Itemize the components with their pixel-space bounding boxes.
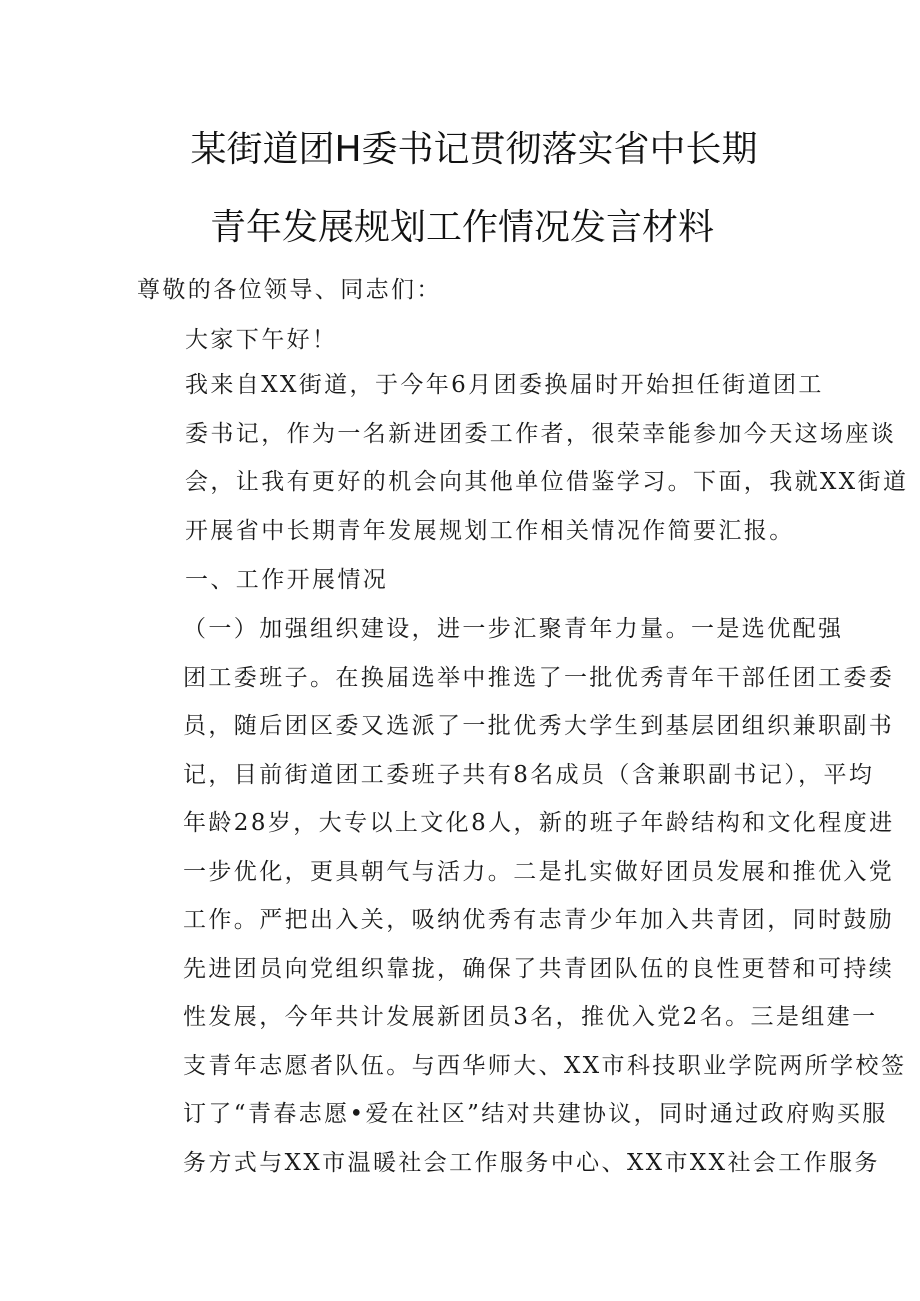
intro-line: 会，让我有更好的机会向其他单位借鉴学习。下面，我就XX街道 [185, 469, 909, 495]
paragraph-line: 工作。严把出入关，吸纳优秀有志青少年加入共青团，同时鼓励 [183, 907, 895, 933]
paragraph-line: 团工委班子。在换届选举中推选了一批优秀青年干部任团工委委 [183, 664, 895, 691]
paragraph-line: 务方式与XX市温暖社会工作服务中心、XX市XX社会工作服务 [183, 1149, 880, 1176]
paragraph-line: 性发展，今年共计发展新团员3名，推优入党2名。三是组建一 [183, 1004, 878, 1030]
salutation: 尊敬的各位领导、同志们： [137, 277, 442, 303]
intro-paragraph [137, 361, 909, 555]
section-1-1-paragraph [137, 605, 907, 1187]
paragraph-line: 员，随后团区委又选派了一批优秀大学生到基层团组织兼职副书 [183, 713, 895, 739]
section-heading: 一、工作开展情况 [185, 567, 389, 593]
intro-line: 委书记，作为一名新进团委工作者，很荣幸能参加今天这场座谈 [185, 420, 897, 447]
paragraph-line: 一步优化，更具朝气与活力。二是扎实做好团员发展和推优入党 [183, 858, 895, 885]
intro-line: 开展省中长期青年发展规划工作相关情况作简要汇报。 [185, 517, 795, 544]
paragraph-line: （一）加强组织建设，进一步汇聚青年力量。一是选优配强 [183, 616, 844, 642]
paragraph-line: 先进团员向党组织靠拢，确保了共青团队伍的良性更替和可持续 [183, 955, 895, 982]
greeting: 大家下午好！ [185, 327, 338, 353]
intro-line: 我来自XX街道，于今年6月团委换届时开始担任街道团工 [185, 372, 824, 398]
paragraph-line: 记，目前街道团工委班子共有8名成员（含兼职副书记），平均 [183, 761, 875, 788]
paragraph-line: 支青年志愿者队伍。与西华师大、XX市科技职业学院两所学校签 [183, 1052, 907, 1079]
paragraph-line: 年龄28岁，大专以上文化8人，新的班子年龄结构和文化程度进 [183, 810, 895, 836]
document-title-line-1: 某街道团H委书记贯彻落实省中长期 [190, 129, 758, 170]
paragraph-line: 订了“青春志愿•爱在社区”结对共建协议，同时通过政府购买服 [183, 1101, 888, 1127]
document-title-line-2: 青年发展规划工作情况发言材料 [209, 207, 714, 248]
